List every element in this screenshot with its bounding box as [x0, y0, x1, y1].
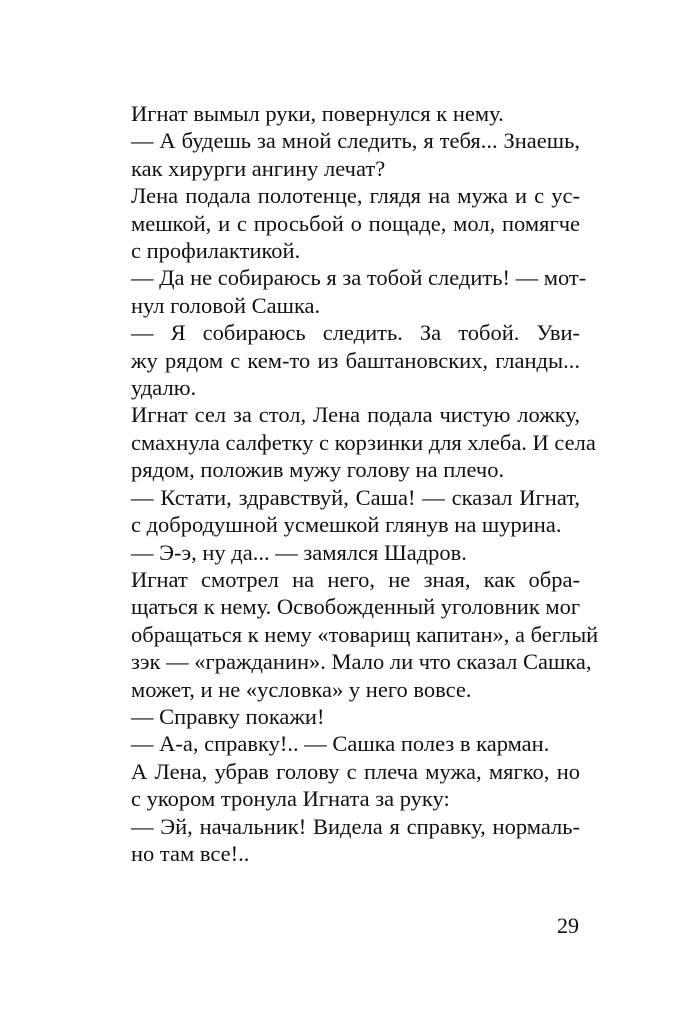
paragraph — [104, 730, 580, 757]
text-line: рядом, положив мужу голову на плечо. — [131, 457, 505, 483]
page-number: 29 — [557, 913, 579, 938]
text-line: — Да не собираюсь я за тобой следить! — мот- — [131, 265, 587, 291]
text-line: удалю. — [131, 375, 197, 401]
text-line: щаться к нему. Освобожденный уголовник мог — [131, 594, 581, 620]
text-line: — Я собираюсь следить. За тобой. Уви- — [131, 320, 580, 346]
text-line: с укором тронула Игната за руку: — [131, 786, 450, 812]
paragraph — [104, 401, 596, 483]
text-line: зэк — «гражданин». Мало ли что сказал Сашка, — [131, 649, 592, 675]
text-line: Лена подала полотенце, глядя на мужа и с ус- — [131, 183, 580, 209]
text-line: Игнат смотрел на него, не зная, как обра- — [131, 566, 580, 592]
text-line: с профилактикой. — [131, 238, 301, 264]
text-line: — Справку покажи! — [131, 703, 325, 729]
paragraph — [104, 703, 580, 730]
paragraph — [104, 484, 580, 539]
paragraph — [104, 319, 580, 401]
paragraph — [104, 813, 580, 868]
paragraph — [104, 100, 580, 127]
text-line: — А будешь за мной следить, я тебя... Знаешь, — [131, 128, 580, 154]
text-line: обращаться к нему «товарищ капитан», а беглый — [131, 621, 599, 647]
text-line: жу рядом с кем-то из баштановских, гланды... — [131, 347, 580, 373]
text-line: но там все!.. — [131, 840, 250, 866]
text-line: — Кстати, здравствуй, Саша! — сказал Игнат, — [131, 484, 580, 510]
text-line: — Э-э, ну да... — замялся Шадров. — [131, 539, 467, 565]
text-line: как хирурги ангину лечат? — [131, 155, 386, 181]
paragraph — [104, 566, 599, 703]
paragraph — [104, 182, 580, 264]
paragraph — [104, 127, 580, 182]
text-line: — Эй, начальник! Видела я справку, нормаль- — [131, 813, 580, 839]
paragraph — [104, 264, 587, 319]
text-line: Игнат вымыл руки, повернулся к нему. — [131, 101, 504, 126]
paragraph — [104, 539, 580, 566]
paragraph — [104, 758, 580, 813]
text-line: может, и не «условка» у него вовсе. — [131, 676, 472, 702]
text-line: — А-а, справку!.. — Сашка полез в карман. — [131, 731, 550, 757]
text-line: с добродушной усмешкой глянув на шурина. — [131, 512, 562, 538]
text-line: А Лена, убрав голову с плеча мужа, мягко, но — [131, 758, 580, 784]
text-line: смахнула салфетку с корзинки для хлеба. И села — [131, 429, 596, 455]
body-text — [104, 100, 599, 867]
text-line: Игнат сел за стол, Лена подала чистую ложку, — [131, 402, 580, 428]
text-line: нул головой Сашка. — [131, 292, 321, 318]
text-line: мешкой, и с просьбой о пощаде, мол, помягче — [131, 210, 580, 236]
